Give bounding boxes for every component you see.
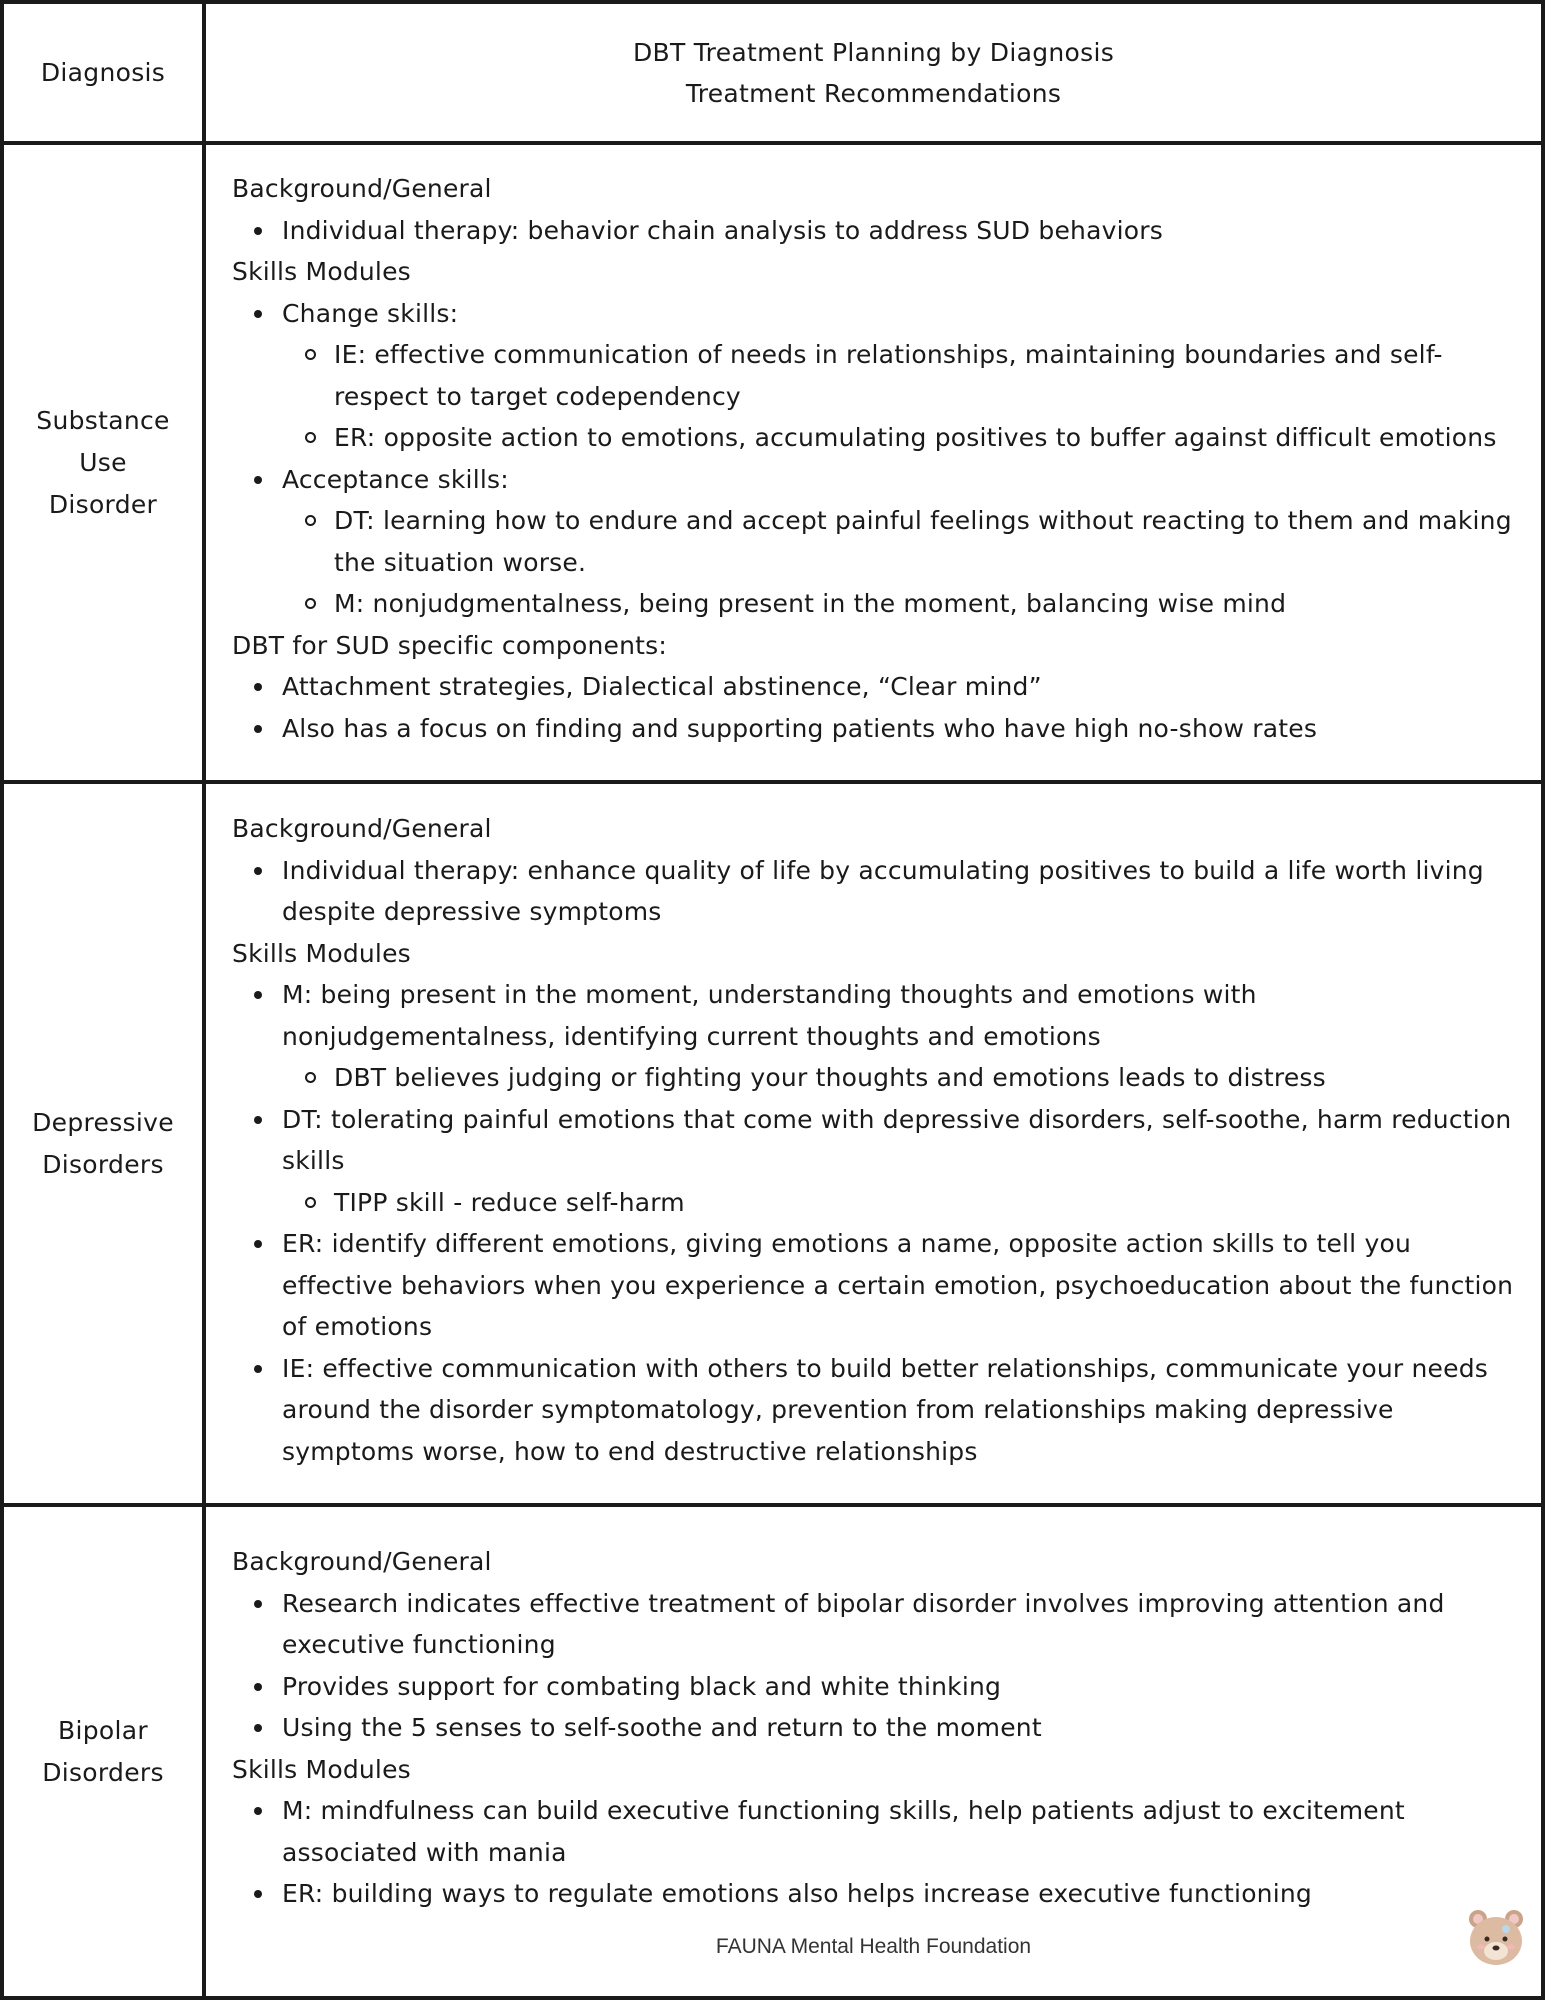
section-heading: DBT for SUD specific components: bbox=[232, 630, 667, 660]
bullet-item: ER: building ways to regulate emotions also helps increase executive functioning bbox=[232, 1873, 1522, 1915]
bullet-list bbox=[232, 974, 1522, 1472]
diagnosis-header-label: Diagnosis bbox=[40, 57, 166, 87]
bullet-item: Provides support for combating black and white thinking bbox=[232, 1666, 1522, 1708]
row-divider bbox=[0, 780, 1545, 784]
diagnosis-name-line: Disorders bbox=[42, 1149, 164, 1179]
sub-bullet-item: M: nonjudgmentalness, being present in the moment, balancing wise mind bbox=[232, 583, 1522, 625]
diagnosis-name-line: Bipolar bbox=[58, 1715, 148, 1745]
section-heading: Background/General bbox=[232, 814, 492, 843]
bullet-list bbox=[232, 293, 1522, 625]
bullet-item: Individual therapy: enhance quality of life by accumulating positives to build a life worth living despite depressive symptoms bbox=[232, 850, 1522, 933]
diagnosis-name bbox=[42, 1710, 164, 1794]
recommendations-substance-use bbox=[232, 168, 1522, 749]
row-divider bbox=[0, 1503, 1545, 1507]
sub-bullet-item: DT: learning how to endure and accept painful feelings without reacting to them and making the situation worse. bbox=[232, 500, 1522, 583]
bullet-item: M: mindfulness can build executive functioning skills, help patients adjust to excitement associated with mania bbox=[232, 1790, 1522, 1873]
diagnosis-name-line: Depressive bbox=[32, 1107, 174, 1137]
diagnosis-header bbox=[4, 4, 202, 141]
diagnosis-name bbox=[32, 1102, 174, 1186]
section-heading: Skills Modules bbox=[232, 257, 411, 286]
title-line-2: Treatment Recommendations bbox=[685, 78, 1062, 108]
diagnosis-cell-depressive bbox=[4, 784, 202, 1503]
bullet-item: Acceptance skills: bbox=[232, 459, 1522, 501]
diagnosis-name-line: Disorder bbox=[48, 489, 158, 519]
recommendations-bipolar bbox=[232, 1541, 1522, 1915]
section-heading: Skills Modules bbox=[232, 1754, 411, 1784]
table-title bbox=[206, 4, 1541, 141]
bullet-item: Attachment strategies, Dialectical abstinence, “Clear mind” bbox=[232, 666, 1522, 708]
bullet-item: Individual therapy: behavior chain analysis to address SUD behaviors bbox=[232, 210, 1522, 252]
bullet-list bbox=[232, 1790, 1522, 1915]
sub-bullet-item: IE: effective communication of needs in relationships, maintaining boundaries and self-respect to target codependency bbox=[232, 334, 1522, 417]
bear-mascot-icon bbox=[1462, 1905, 1530, 1973]
diagnosis-cell-substance-use bbox=[4, 145, 202, 780]
recommendations-depressive bbox=[232, 808, 1522, 1472]
bullet-list bbox=[232, 1583, 1522, 1749]
bullet-item: Using the 5 senses to self-soothe and return to the moment bbox=[232, 1707, 1522, 1749]
diagnosis-name bbox=[36, 400, 169, 526]
bullet-list bbox=[232, 666, 1522, 749]
diagnosis-name-line: Use bbox=[79, 447, 127, 477]
bullet-item: ER: identify different emotions, giving emotions a name, opposite action skills to tell you effective behaviors when you experience a certain emotion, psychoeducation about the function of emotions bbox=[232, 1223, 1522, 1348]
bullet-item: Also has a focus on finding and supporting patients who have high no-show rates bbox=[232, 708, 1522, 750]
section-heading: Skills Modules bbox=[232, 938, 411, 968]
bullet-item: Change skills: bbox=[232, 293, 1522, 335]
bullet-item: Research indicates effective treatment of bipolar disorder involves improving attention and executive functioning bbox=[232, 1583, 1522, 1666]
footer-org-name: FAUNA Mental Health Foundation bbox=[715, 1935, 1032, 1958]
row-divider bbox=[0, 141, 1545, 145]
sub-bullet-item: DBT believes judging or fighting your thoughts and emotions leads to distress bbox=[232, 1057, 1522, 1099]
diagnosis-name-line: Disorders bbox=[42, 1757, 164, 1787]
table-border-bottom bbox=[0, 1996, 1545, 2000]
diagnosis-cell-bipolar bbox=[4, 1507, 202, 1996]
sub-bullet-item: ER: opposite action to emotions, accumulating positives to buffer against difficult emotions bbox=[232, 417, 1522, 459]
bullet-item: IE: effective communication with others to build better relationships, communicate your needs around the disorder symptomatology, prevention from relationships making depressive symptoms worse, how to end destructive relationships bbox=[232, 1348, 1522, 1473]
column-divider bbox=[202, 0, 206, 2000]
table-border-right bbox=[1541, 0, 1545, 2000]
title-line-1: DBT Treatment Planning by Diagnosis bbox=[632, 37, 1115, 67]
bullet-list bbox=[232, 210, 1522, 252]
section-heading: Background/General bbox=[232, 1547, 492, 1576]
bullet-list bbox=[232, 850, 1522, 933]
section-heading: Background/General bbox=[232, 174, 492, 203]
diagnosis-name-line: Substance bbox=[36, 405, 170, 435]
sub-bullet-item: TIPP skill - reduce self-harm bbox=[232, 1182, 1522, 1224]
bullet-item: M: being present in the moment, understanding thoughts and emotions with nonjudgementalness, identifying current thoughts and emotions bbox=[232, 974, 1522, 1057]
bullet-item: DT: tolerating painful emotions that come with depressive disorders, self-soothe, harm reduction skills bbox=[232, 1099, 1522, 1182]
